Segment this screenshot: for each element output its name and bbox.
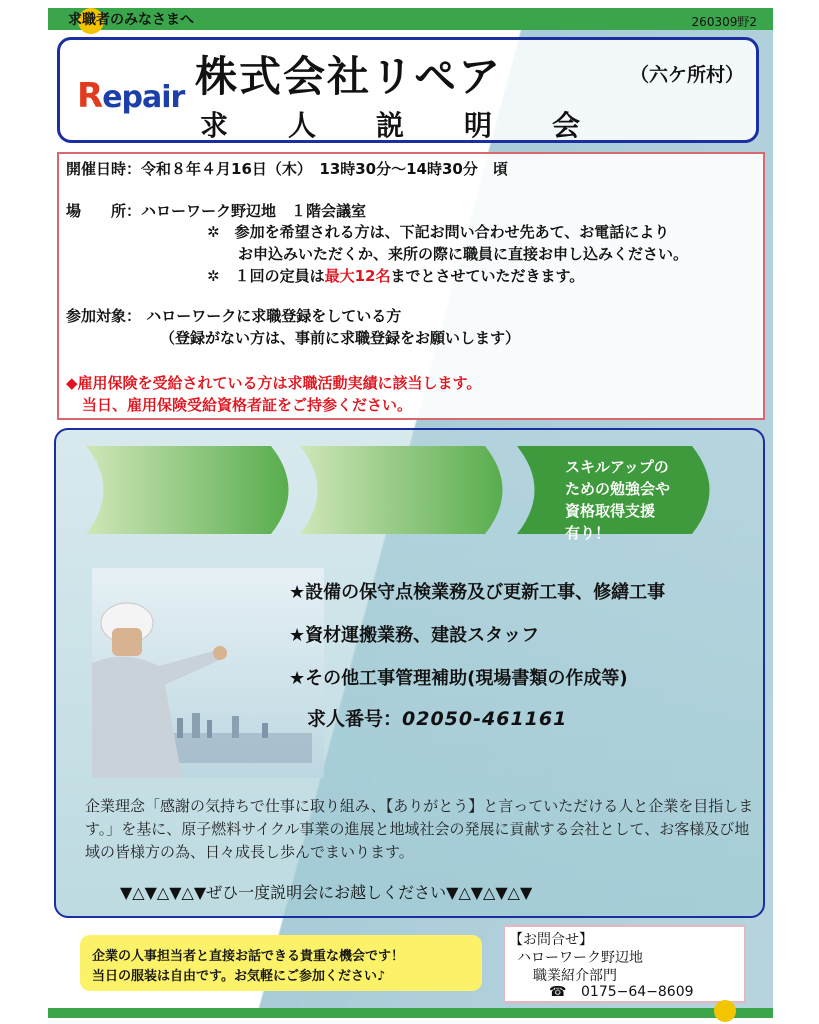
bottom-green-bar [48, 1008, 773, 1018]
note-capacity-pre: ✲ １回の定員は [207, 267, 325, 285]
target-line-1: 参加対象： ハローワークに求職登録をしている方 [66, 307, 402, 325]
job-number-label: 求人番号： [307, 708, 403, 730]
event-datetime: 開催日時：令和８年４月16日（木） 13時30分～14時30分 頃 [66, 160, 508, 178]
chevron-banner-1 [86, 446, 306, 534]
company-logo [77, 76, 184, 116]
notice-box [80, 935, 482, 991]
skill-line: ための勉強会や [565, 480, 671, 498]
company-philosophy: 企業理念「感謝の気持ちで仕事に取り組み、【ありがとう】と言っていただける人と企業を目指します。」を基に、原子燃料サイクル事業の進展と地域社会の発展に貢献する会社として、お客様及び地域の皆様方の為、日々成長し歩んでまいります。 [85, 797, 754, 861]
notice-line-1: 企業の人事担当者と直接お話できる貴重な機会です！ [92, 949, 405, 964]
document-code: 260309野2 [691, 15, 757, 29]
warning-line-2: 当日、雇用保険受給資格者証をご持参ください。 [82, 396, 413, 414]
contact-title: 【お問合せ】 [509, 932, 593, 948]
target-line-2: （登録がない方は、事前に求職登録をお願いします） [160, 329, 521, 347]
note-capacity [207, 265, 584, 286]
phone-icon: ☎ [549, 984, 567, 1000]
contact-phone: 0175−64−8609 [581, 984, 694, 1000]
job-item-transport: ★資材運搬業務、建設スタッフ [289, 625, 540, 646]
note-apply-2: お申込みいただくか、来所の際に職員に直接お申し込みください。 [238, 245, 689, 263]
notice-line-2: 当日の服装は自由です。お気軽にご参加ください♪ [92, 969, 386, 984]
chevron-banner-2 [300, 446, 520, 534]
company-location: （六ケ所村） [630, 64, 745, 86]
contact-office: ハローワーク野辺地 [517, 950, 643, 966]
job-item-management: ★その他工事管理補助(現場書類の作成等) [289, 668, 628, 689]
contact-dept: 職業紹介部門 [533, 968, 617, 984]
note-capacity-post: までとさせていただきます。 [390, 267, 585, 285]
logo-letter: R [77, 76, 103, 116]
job-number [307, 704, 567, 731]
note-apply-1: ✲ 参加を希望される方は、下記お問い合わせ先あて、お電話により [207, 223, 670, 241]
page-title: 求人説明会 [200, 109, 641, 142]
invitation-line: ▼△▼△▼△▼ぜひ一度説明会にお越しください▼△▼△▼△▼ [120, 883, 533, 902]
job-item-maintenance: ★設備の保守点検業務及び更新工事、修繕工事 [289, 582, 666, 603]
skill-line: 資格取得支援 [565, 502, 656, 520]
skill-up-text [565, 456, 670, 544]
top-label: 求職者のみなさまへ [68, 12, 194, 28]
contact-box [503, 925, 746, 1003]
skill-line: スキルアップの [565, 458, 669, 476]
warning-line-1: ◆雇用保険を受給されている方は求職活動実績に該当します。 [66, 374, 482, 392]
company-name: 株式会社リペア [195, 52, 503, 101]
skill-line: 有り！ [565, 524, 611, 542]
logo-text: epair [102, 80, 185, 115]
job-number-value: 02050-461161 [402, 708, 568, 730]
note-capacity-limit: 最大12名 [324, 267, 391, 285]
event-place: 場 所：ハローワーク野辺地 １階会議室 [66, 202, 367, 220]
decor-dot-bottom [714, 1000, 736, 1022]
